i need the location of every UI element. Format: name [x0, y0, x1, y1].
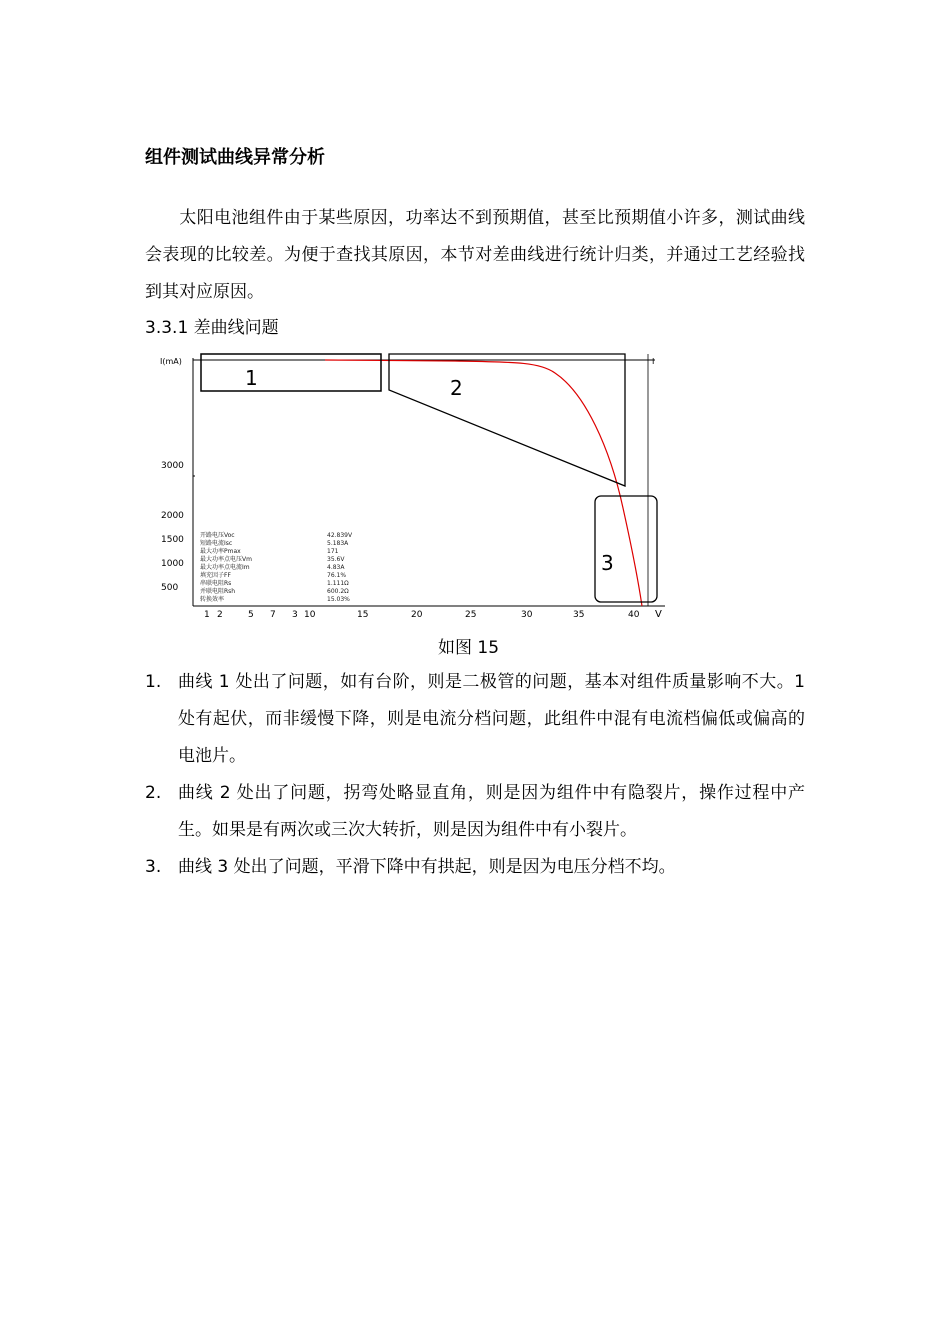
- top-right-mark: I: [652, 357, 655, 366]
- annotation-box-2: [389, 354, 625, 486]
- annotation-label-2: 2: [450, 376, 463, 400]
- info-name: 短路电流Isc: [200, 540, 233, 547]
- info-name: 最大功率点电压Vm: [200, 556, 252, 563]
- info-value: 171: [327, 548, 339, 555]
- info-table: [200, 531, 353, 603]
- x-tick-label: 2: [217, 610, 223, 620]
- x-tick-label: 20: [411, 610, 423, 620]
- intro-text: 太阳电池组件由于某些原因，功率达不到预期值，甚至比预期值小许多，测试曲线会表现的比较差。为便于查找其原因，本节对差曲线进行统计归类，并通过工艺经验找到其对应原因。: [145, 208, 805, 302]
- x-tick-label: 7: [270, 610, 276, 620]
- x-tick-label: 1: [204, 610, 210, 620]
- list-text: 曲线 2 处出了问题，拐弯处略显直角，则是因为组件中有隐裂片，操作过程中产生。如果是有两次或三次大转折，则是因为组件中有小裂片。: [178, 783, 805, 840]
- y-tick-label: 1000: [161, 559, 184, 569]
- list-item: [145, 849, 805, 886]
- x-tick-label: 40: [628, 610, 640, 620]
- info-name: 最大功率点电流Im: [200, 564, 250, 571]
- list-text: 曲线 1 处出了问题，如有台阶，则是二极管的问题，基本对组件质量影响不大。1 处有起伏，而非缓慢下降，则是电流分档问题，此组件中混有电流档偏低或偏高的电池片。: [178, 672, 805, 766]
- section-heading: 3.3.1 差曲线问题: [145, 318, 279, 338]
- x-axis-label: V: [655, 609, 662, 620]
- page-title: 组件测试曲线异常分析: [145, 147, 325, 168]
- info-value: 42.839V: [327, 532, 353, 539]
- info-name: 串联电阻Rs: [200, 580, 232, 587]
- analysis-list: [145, 664, 805, 886]
- y-tick-label: 3000: [161, 461, 184, 471]
- y-tick-label: 1500: [161, 535, 184, 545]
- iv-curve-chart: [155, 348, 675, 623]
- info-value: 600.2Ω: [327, 588, 349, 595]
- x-tick-label: 3: [292, 610, 298, 620]
- x-tick-label: 35: [573, 610, 585, 620]
- x-tick-label: 5: [248, 610, 254, 620]
- info-name: 最大功率Pmax: [200, 548, 241, 555]
- info-value: 4.83A: [327, 564, 345, 571]
- info-value: 76.1%: [327, 572, 347, 579]
- intro-paragraph: [145, 200, 805, 311]
- y-tick-label: 2000: [161, 511, 184, 521]
- figure-caption: 如图 15: [438, 638, 500, 658]
- info-value: 5.183A: [327, 540, 349, 547]
- list-number: 3.: [145, 857, 162, 877]
- iv-curve-figure: [155, 348, 675, 623]
- list-text: 曲线 3 处出了问题，平滑下降中有拱起，则是因为电压分档不均。: [178, 857, 676, 877]
- x-tick-label: 25: [465, 610, 477, 620]
- info-name: 并联电阻Rsh: [200, 588, 236, 595]
- y-axis-label: I(mA): [160, 357, 182, 366]
- list-item: [145, 775, 805, 849]
- y-tick-label: 500: [161, 583, 179, 593]
- list-number: 2.: [145, 783, 162, 803]
- info-name: 开路电压Voc: [200, 532, 235, 539]
- list-item: [145, 664, 805, 775]
- x-tick-label: 10: [304, 610, 316, 620]
- x-tick-label: 15: [357, 610, 369, 620]
- list-number: 1.: [145, 672, 162, 692]
- info-value: 1.111Ω: [327, 580, 349, 587]
- info-value: 35.6V: [327, 556, 345, 563]
- info-value: 15.03%: [327, 596, 350, 603]
- info-name: 转换效率: [200, 596, 225, 603]
- x-tick-label: 30: [521, 610, 533, 620]
- annotation-label-3: 3: [601, 551, 614, 575]
- annotation-label-1: 1: [245, 366, 258, 390]
- info-name: 填充因子FF: [200, 572, 231, 579]
